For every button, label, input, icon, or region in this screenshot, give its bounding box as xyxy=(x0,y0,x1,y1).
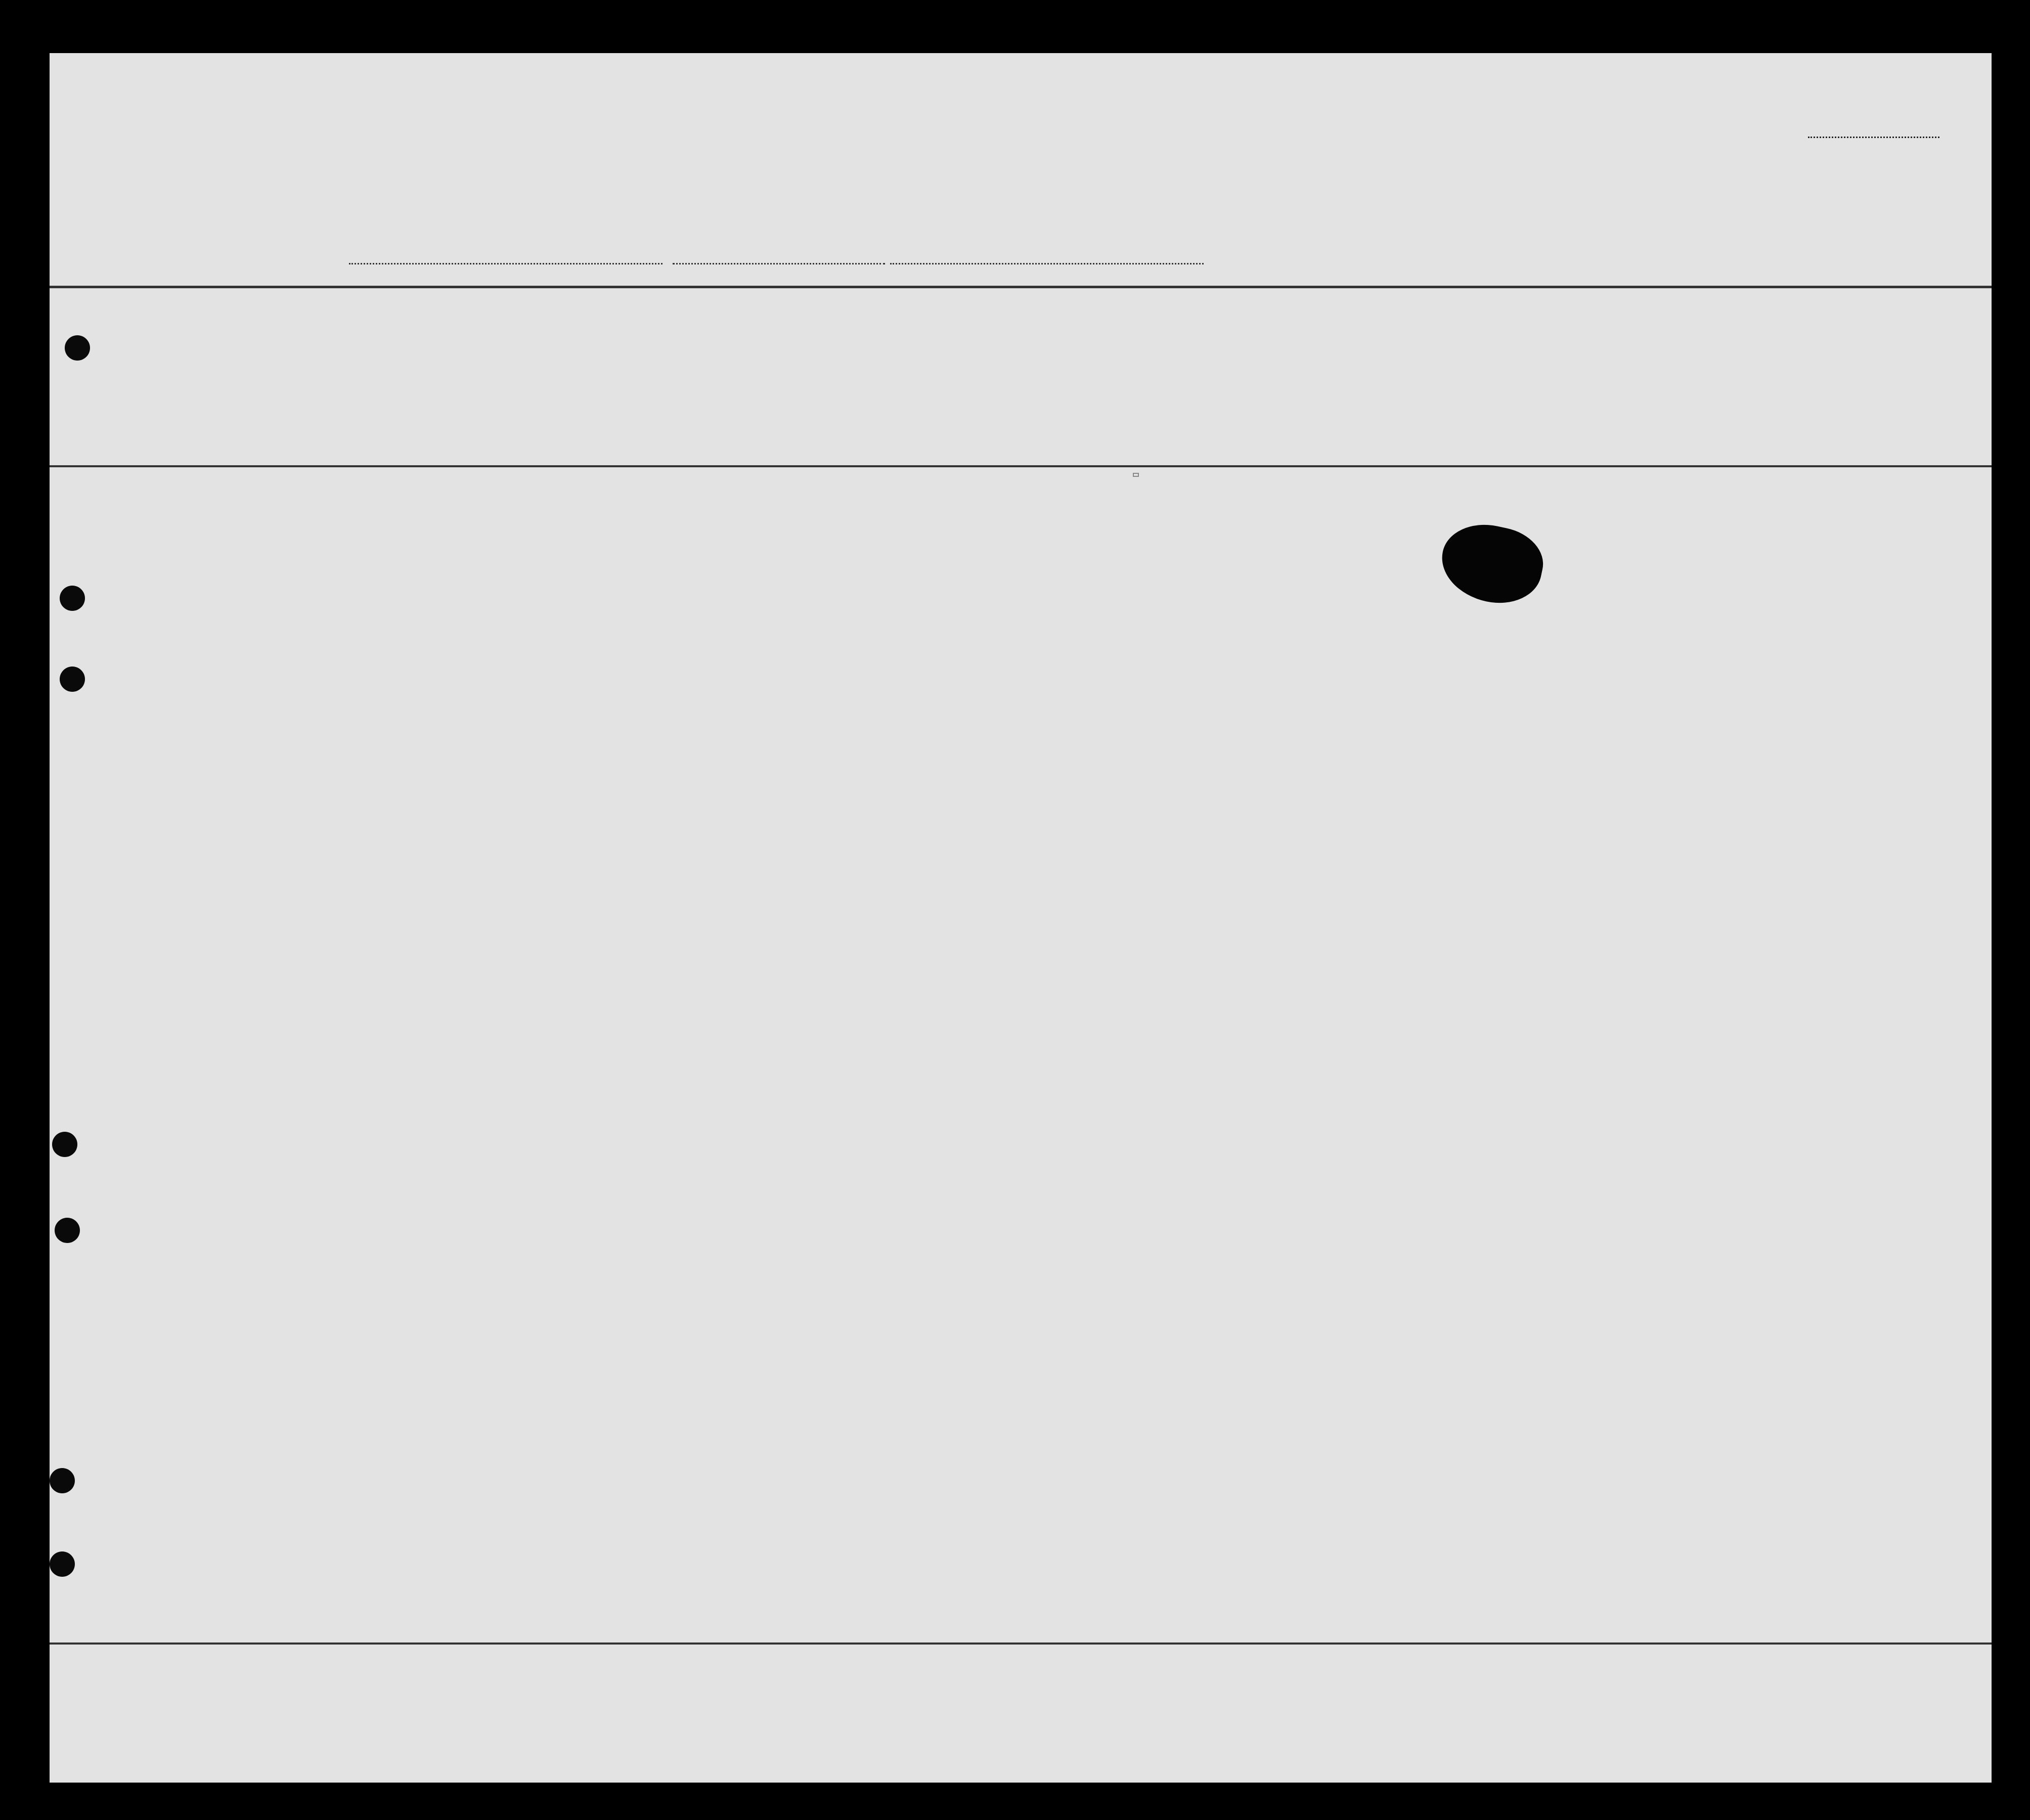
deported-stamp xyxy=(1133,473,1139,477)
